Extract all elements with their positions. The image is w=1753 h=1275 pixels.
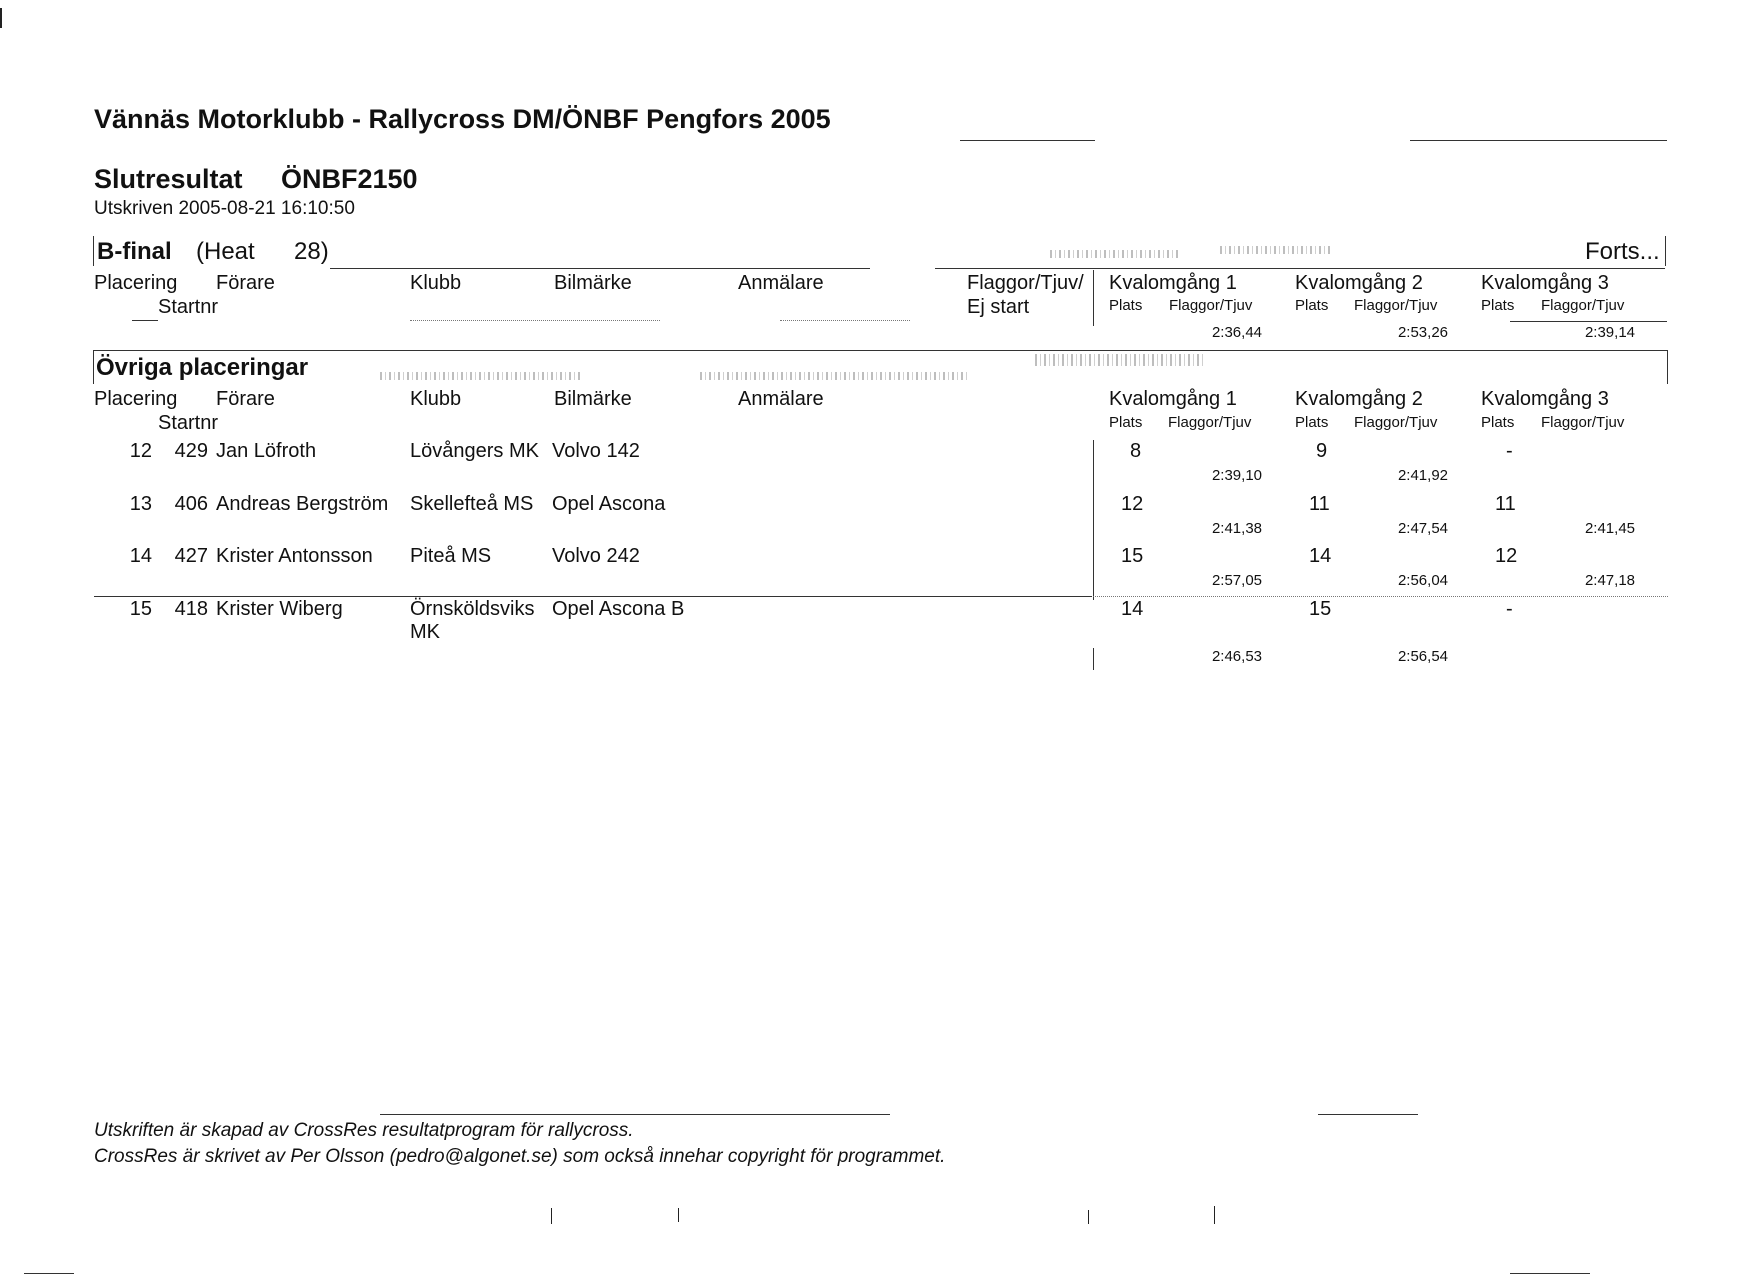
scan-tick-4 <box>1214 1206 1215 1224</box>
row-k3-plats: 12 <box>1495 545 1518 567</box>
bfinal-col-forare: Förare <box>216 272 275 294</box>
ovriga-label: Övriga placeringar <box>96 354 309 381</box>
bfinal-kval1-time: 2:36,44 <box>1211 324 1262 341</box>
scan-tick-3 <box>1088 1210 1089 1224</box>
continued-box-right <box>1665 236 1666 266</box>
scan-noise-4 <box>700 372 970 380</box>
row-k2-plats: 9 <box>1316 440 1328 462</box>
ovriga-col-klubb: Klubb <box>410 388 462 410</box>
row-k3-plats: - <box>1506 440 1513 462</box>
footer-rule <box>380 1114 890 1115</box>
bfinal-kval2-flaggor: Flaggor/Tjuv <box>1354 297 1438 314</box>
bfinal-col-bilmarke: Bilmärke <box>554 272 632 294</box>
ovriga-col-bilmarke: Bilmärke <box>554 388 632 410</box>
row-bilmarke: Opel Ascona <box>552 493 666 515</box>
bfinal-header-rule-2 <box>935 268 1665 269</box>
row-startnr: 429 <box>174 440 208 462</box>
ovriga-kval-divider <box>1093 440 1094 600</box>
ovriga-kval1-plats: Plats <box>1109 414 1143 431</box>
ovriga-kval2-flaggor: Flaggor/Tjuv <box>1354 414 1438 431</box>
row-klubb: Skellefteå MS <box>410 493 534 515</box>
bfinal-col-flaggor-1: Flaggor/Tjuv/ <box>967 272 1084 294</box>
document-title: Vännäs Motorklubb - Rallycross DM/ÖNBF Pengfors 2005 <box>94 104 831 134</box>
bfinal-kval3-time: 2:39,14 <box>1584 324 1635 341</box>
bfinal-kval1: Kvalomgång 1 <box>1109 272 1237 294</box>
bfinal-kval2-time: 2:53,26 <box>1397 324 1448 341</box>
ovriga-kval3-plats: Plats <box>1481 414 1515 431</box>
printed-timestamp: Utskriven 2005-08-21 16:10:50 <box>94 198 355 219</box>
row-forare: Krister Antonsson <box>216 545 373 567</box>
row-klubb: Örnsköldsviks <box>410 598 535 620</box>
results-heading: Slutresultat <box>94 164 243 194</box>
row-k1-tid: 2:39,10 <box>1211 467 1262 484</box>
row-k2-tid: 2:56,04 <box>1397 572 1448 589</box>
row-k1-plats: 14 <box>1121 598 1144 620</box>
row-k3-plats: 11 <box>1495 493 1516 515</box>
scan-noise-1 <box>1050 250 1180 258</box>
scan-noise-2 <box>1220 246 1330 254</box>
row-placering: 12 <box>129 440 152 462</box>
ovriga-right-bar <box>1667 350 1668 384</box>
ovriga-kval2-plats: Plats <box>1295 414 1329 431</box>
ovriga-left-bar <box>93 350 94 384</box>
row-k1-tid: 2:57,05 <box>1211 572 1262 589</box>
bfinal-kval3: Kvalomgång 3 <box>1481 272 1609 294</box>
row-startnr: 406 <box>174 493 208 515</box>
row-k1-plats: 12 <box>1121 493 1144 515</box>
row-klubb: Lövångers MK <box>410 440 539 462</box>
row-startnr: 427 <box>174 545 208 567</box>
row-k2-plats: 14 <box>1309 545 1332 567</box>
bfinal-col-flaggor-2: Ej start <box>967 296 1030 318</box>
row-placering: 14 <box>129 545 152 567</box>
row-14-bottom-rule <box>94 596 1092 597</box>
bfinal-kval2-plats: Plats <box>1295 297 1329 314</box>
bfinal-kval1-plats: Plats <box>1109 297 1143 314</box>
row-placering: 13 <box>129 493 152 515</box>
bfinal-kval3-flaggor: Flaggor/Tjuv <box>1541 297 1625 314</box>
row-k1-tid: 2:46,53 <box>1211 648 1262 665</box>
row-klubb-line2: MK <box>410 621 440 643</box>
row-startnr: 418 <box>174 598 208 620</box>
row-k1-plats: 8 <box>1130 440 1142 462</box>
row-k1-tid: 2:41,38 <box>1211 520 1262 537</box>
bfinal-col-placering: Placering <box>94 272 178 294</box>
row-placering: 15 <box>129 598 152 620</box>
bfinal-col-rule-2 <box>780 320 910 321</box>
row-bilmarke: Volvo 242 <box>552 545 640 567</box>
bfinal-col-anmalare: Anmälare <box>738 272 824 294</box>
bfinal-header-rule <box>330 268 870 269</box>
class-code: ÖNBF2150 <box>281 164 418 194</box>
bfinal-col-rule-1 <box>410 320 660 321</box>
row-k2-tid: 2:41,92 <box>1397 467 1448 484</box>
ovriga-col-startnr: Startnr <box>158 412 219 434</box>
bfinal-col-klubb: Klubb <box>410 272 462 294</box>
startnr-underline <box>132 320 158 321</box>
row-k2-plats: 15 <box>1309 598 1332 620</box>
ovriga-kval1-flaggor: Flaggor/Tjuv <box>1168 414 1252 431</box>
row-klubb: Piteå MS <box>410 545 492 567</box>
bfinal-heat-number: 28) <box>294 238 329 265</box>
ovriga-kval-divider-last <box>1093 648 1094 670</box>
bfinal-kval-divider <box>1093 270 1094 326</box>
row-14-bottom-rule-right <box>1093 596 1668 597</box>
ovriga-top-rule <box>93 350 1668 351</box>
bfinal-left-bar <box>93 236 94 266</box>
row-forare: Krister Wiberg <box>216 598 343 620</box>
bfinal-heat-label: (Heat <box>196 238 255 265</box>
ovriga-col-forare: Förare <box>216 388 275 410</box>
ovriga-kval3-flaggor: Flaggor/Tjuv <box>1541 414 1625 431</box>
bfinal-col-startnr: Startnr <box>158 296 219 318</box>
continued-label: Forts... <box>1585 238 1660 265</box>
scan-line-bottom-right <box>1510 1273 1590 1274</box>
row-k3-tid: 2:41,45 <box>1584 520 1635 537</box>
ovriga-col-placering: Placering <box>94 388 178 410</box>
scan-mark-top-left <box>0 8 2 28</box>
row-k2-tid: 2:47,54 <box>1397 520 1448 537</box>
bfinal-kval2: Kvalomgång 2 <box>1295 272 1423 294</box>
scan-noise-5 <box>1035 354 1205 366</box>
bfinal-kval3-plats: Plats <box>1481 297 1515 314</box>
scan-tick-2 <box>678 1208 679 1222</box>
row-k3-tid: 2:47,18 <box>1584 572 1635 589</box>
ovriga-col-anmalare: Anmälare <box>738 388 824 410</box>
title-rule-right <box>1410 140 1667 141</box>
ovriga-kval1: Kvalomgång 1 <box>1109 388 1237 410</box>
row-forare: Jan Löfroth <box>216 440 317 462</box>
footer-line-2: CrossRes är skrivet av Per Olsson (pedro@algonet.se) som också innehar copyright för programmet. <box>94 1146 946 1167</box>
bfinal-kval1-flaggor: Flaggor/Tjuv <box>1169 297 1253 314</box>
row-k2-plats: 11 <box>1309 493 1330 515</box>
ovriga-kval2: Kvalomgång 2 <box>1295 388 1423 410</box>
scan-noise-3 <box>380 372 580 380</box>
row-forare: Andreas Bergström <box>216 493 389 515</box>
ovriga-kval3: Kvalomgång 3 <box>1481 388 1609 410</box>
row-k1-plats: 15 <box>1121 545 1144 567</box>
row-k2-tid: 2:56,54 <box>1397 648 1448 665</box>
row-bilmarke: Volvo 142 <box>552 440 640 462</box>
scan-tick-1 <box>551 1208 552 1224</box>
scan-line-bottom-left <box>24 1273 74 1274</box>
bfinal-label: B-final <box>97 238 172 265</box>
bfinal-kval3-rule <box>1510 321 1667 322</box>
row-k3-plats: - <box>1506 598 1513 620</box>
footer-rule-right <box>1318 1114 1418 1115</box>
row-bilmarke: Opel Ascona B <box>552 598 685 620</box>
footer-line-1: Utskriften är skapad av CrossRes resultatprogram för rallycross. <box>94 1120 634 1141</box>
title-rule-mid <box>960 140 1095 141</box>
